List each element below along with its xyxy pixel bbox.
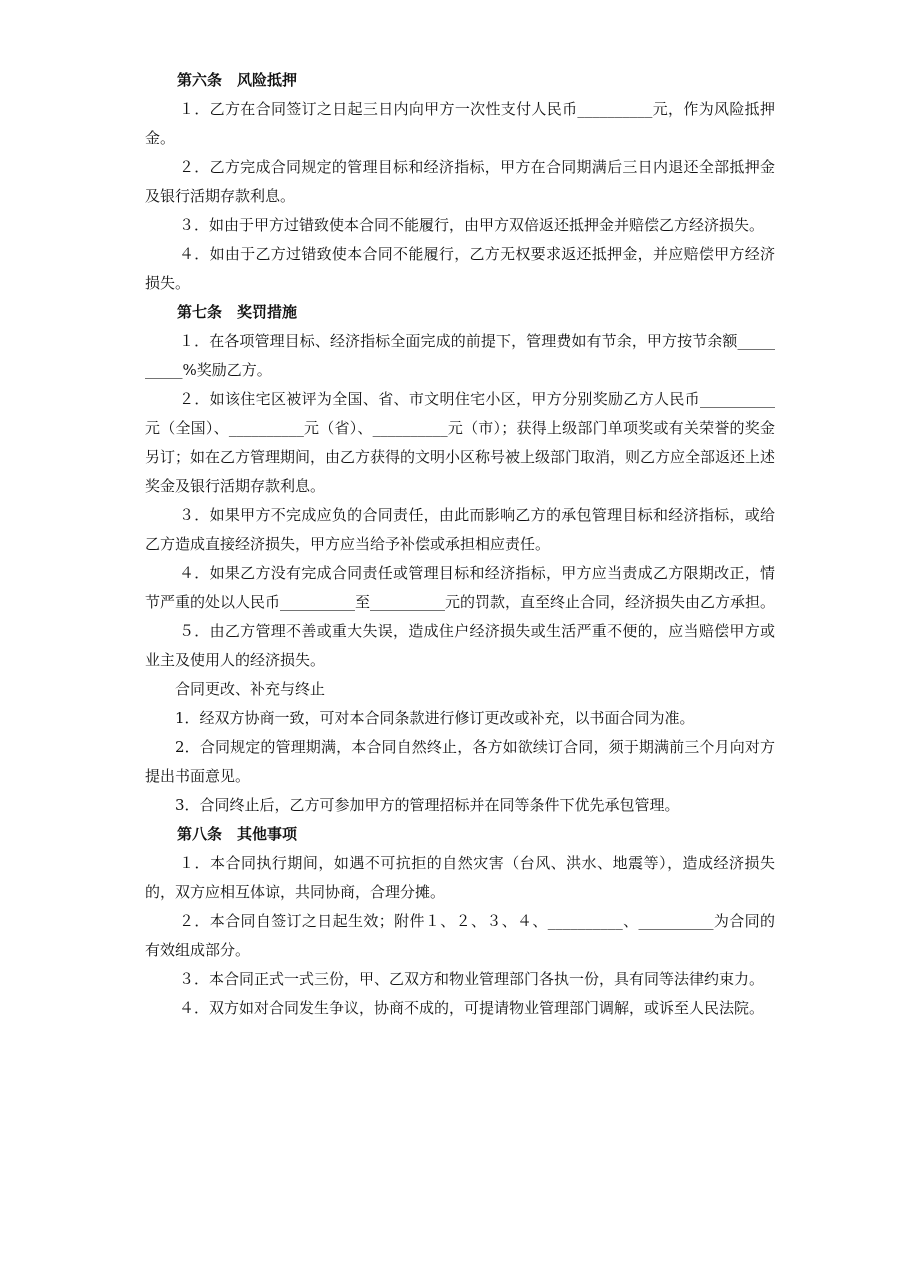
article-6-title: 第六条 风险抵押 [177,71,298,89]
article-8-item-3: ３．本合同正式一式三份，甲、乙双方和物业管理部门各执一份，具有同等法律约束力。 [179,970,765,988]
article-6-item-4: ４．如由于乙方过错致使本合同不能履行，乙方无权要求返还抵押金，并应赔偿甲方经济损失。 [145,245,775,292]
article-7-item-2: ２．如该住宅区被评为全国、省、市文明住宅小区，甲方分别奖励乙方人民币__________元（全国）、__________元（省）、__________元（市）；获得上级部门单项奖或有关荣誉的奖金另订；如在乙方管理期间，由乙方获得的文明小区称号被上级部门取消，则乙方应全部返还上述奖金及银行活期存款利息。 [145,390,776,495]
amendment-title: 合同更改、补充与终止 [175,680,326,698]
article-7-item-4: ４．如果乙方没有完成合同责任或管理目标和经济指标，甲方应当责成乙方限期改正，情节严重的处以人民币__________至__________元的罚款，直至终止合同，经济损失由乙方承担。 [145,564,776,611]
article-8-item-1: １．本合同执行期间，如遇不可抗拒的自然灾害（台风、洪水、地震等），造成经济损失的，双方应相互体谅，共同协商，合理分摊。 [145,854,775,901]
article-8-item-2: ２．本合同自签订之日起生效；附件１、２、３、４、__________、__________为合同的有效组成部分。 [145,912,775,959]
article-8-title: 第八条 其他事项 [177,825,298,843]
article-7-item-3: ３．如果甲方不完成应负的合同责任，由此而影响乙方的承包管理目标和经济指标，或给乙方造成直接经济损失，甲方应当给予补偿或承担相应责任。 [145,506,775,553]
article-7-item-1: １．在各项管理目标、经济指标全面完成的前提下，管理费如有节余，甲方按节余额__________%奖励乙方。 [145,332,775,379]
article-6-item-2: ２．乙方完成合同规定的管理目标和经济指标，甲方在合同期满后三日内退还全部抵押金及银行活期存款利息。 [145,158,775,205]
article-7-title: 第七条 奖罚措施 [177,303,298,321]
amendment-item-3: 3．合同终止后，乙方可参加甲方的管理招标并在同等条件下优先承包管理。 [175,796,680,814]
article-7-item-5: ５．由乙方管理不善或重大失误，造成住户经济损失或生活严重不便的，应当赔偿甲方或业主及使用人的经济损失。 [145,622,775,669]
amendment-item-2: 2．合同规定的管理期满，本合同自然终止，各方如欲续订合同，须于期满前三个月向对方提出书面意见。 [145,738,775,785]
amendment-item-1: 1．经双方协商一致，可对本合同条款进行修订更改或补充，以书面合同为准。 [175,709,695,727]
article-6-item-3: ３．如由于甲方过错致使本合同不能履行，由甲方双倍返还抵押金并赔偿乙方经济损失。 [179,216,765,234]
article-6-item-1: １．乙方在合同签订之日起三日内向甲方一次性支付人民币__________元，作为风险抵押金。 [145,100,775,147]
document-page [145,66,775,1023]
article-8-item-4: ４．双方如对合同发生争议，协商不成的，可提请物业管理部门调解，或诉至人民法院。 [179,999,765,1017]
